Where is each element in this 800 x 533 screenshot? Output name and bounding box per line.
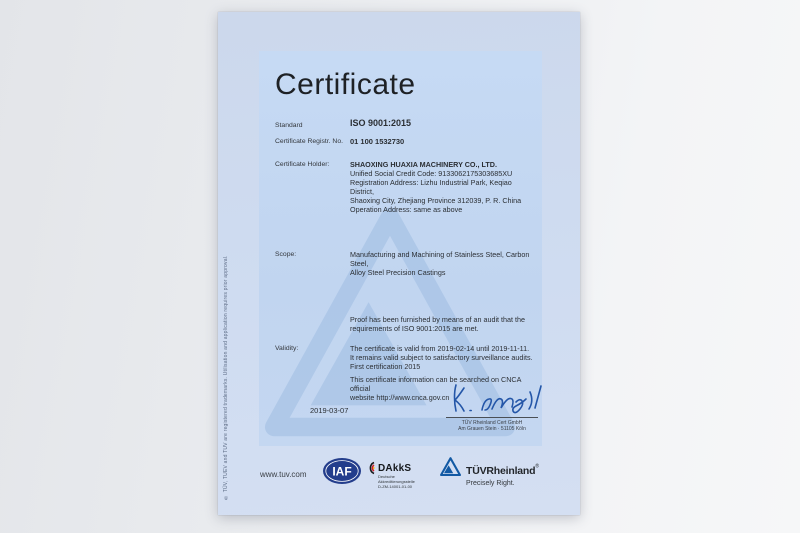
search-line: website http://www.cnca.gov.cn <box>350 393 450 402</box>
scope-block <box>350 250 535 277</box>
dakks-subtitle-line: Akkreditierungsstelle <box>378 478 415 484</box>
search-line: This certificate information can be searched on CNCA official <box>350 375 521 393</box>
tuv-triangle-icon <box>440 456 461 477</box>
signatory-org: TÜV Rheinland Cert GmbH <box>461 420 523 426</box>
signature-scribble <box>442 380 542 417</box>
scope-label: Scope: <box>275 251 297 258</box>
holder-name: SHAOXING HUAXIA MACHINERY CO., LTD. <box>350 160 497 169</box>
registration-number-label: Certificate Registr. No. <box>275 138 343 145</box>
holder-label: Certificate Holder: <box>275 161 330 168</box>
scope-line: Manufacturing and Machining of Stainless Steel, Carbon Steel, <box>350 250 530 268</box>
holder-line: Shaoxing City, Zhejiang Province 312039, P. R. China <box>350 196 522 205</box>
validity-block <box>350 344 535 371</box>
certificate-sheet <box>218 12 580 515</box>
holder-block <box>350 160 535 214</box>
validity-label: Validity: <box>275 345 299 352</box>
holder-line: Operation Address: same as above <box>350 205 463 214</box>
issue-date: 2019-03-07 <box>310 406 349 415</box>
dakks-registration-number: D-ZM-14001-01-00 <box>378 483 413 489</box>
signature-line <box>446 417 538 418</box>
validity-line: It remains valid subject to satisfactory surveillance audits. <box>350 353 533 362</box>
tuv-website-text: www.tuv.com <box>260 470 307 479</box>
tuv-tagline: Precisely Right. <box>466 480 515 487</box>
iaf-logo <box>322 457 362 485</box>
proof-statement <box>350 315 535 333</box>
validity-line: First certification 2015 <box>350 362 421 371</box>
holder-line: Unified Social Credit Code: 9133062175303685XU <box>350 169 513 178</box>
dakks-subtitle-line: Deutsche <box>378 474 395 479</box>
standard-value: ISO 9001:2015 <box>350 118 412 128</box>
signatory-address: Am Grauen Stein · 51105 Köln <box>458 426 526 432</box>
dakks-arc-icon <box>364 461 377 475</box>
validity-line: The certificate is valid from 2019-02-14 until 2019-11-11. <box>350 344 530 353</box>
trademark-side-note: ® TÜV, TUEV and TUV are registered trademarks. Utilisation and application requires prior approval. <box>223 255 229 500</box>
holder-line: Registration Address: Lizhu Industrial Park, Keqiao District, <box>350 178 512 196</box>
tuv-brand-wordmark: TÜVRheinland <box>466 465 536 477</box>
dakks-logo <box>364 461 426 489</box>
proof-line: requirements of ISO 9001:2015 are met. <box>350 324 479 333</box>
dakks-wordmark: DAkkS <box>378 462 412 474</box>
standard-label: Standard <box>275 122 303 129</box>
scope-line: Alloy Steel Precision Castings <box>350 268 446 277</box>
tuv-brand-block <box>466 461 539 487</box>
page-title: Certificate <box>275 68 416 101</box>
proof-line: Proof has been furnished by means of an audit that the <box>350 315 526 324</box>
registered-mark: ® <box>535 463 540 470</box>
iaf-label: IAF <box>332 464 352 479</box>
signatory-caption <box>440 420 544 432</box>
registration-number-value: 01 100 1532730 <box>350 137 405 146</box>
